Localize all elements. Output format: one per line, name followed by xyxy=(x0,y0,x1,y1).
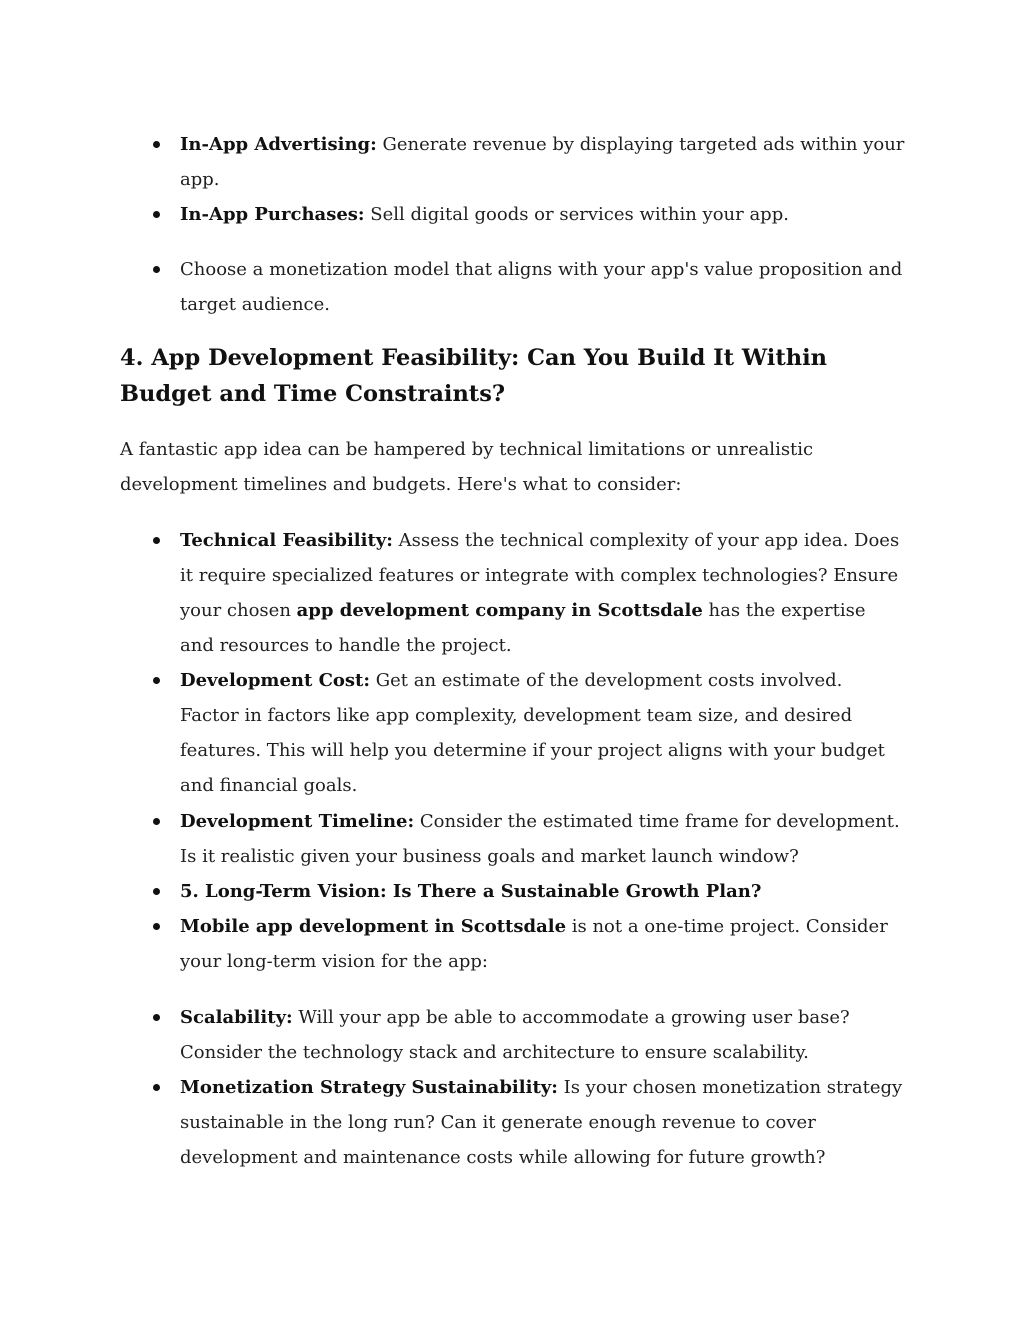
list-item-technical-feasibility xyxy=(180,523,905,663)
section-intro-paragraph: A fantastic app idea can be hampered by technical limitations or unrealistic development timelines and budgets. Here's what to consider: xyxy=(120,439,814,495)
list-item-development-cost xyxy=(180,663,905,803)
list-item-text: is not a one-time project. Consider your long-term vision for the app: xyxy=(180,916,888,972)
list-item-in-app-purchases xyxy=(180,197,905,232)
list-item-monetization-sustainability xyxy=(180,1070,905,1175)
list-item-text: Is your chosen monetization strategy sustainable in the long run? Can it generate enough revenue to cover development and maintenance costs while allowing for future growth? xyxy=(180,1077,903,1168)
section-heading: 4. App Development Feasibility: Can You Build It Within Budget and Time Constraints? xyxy=(120,345,827,407)
list-item-title: In-App Advertising: xyxy=(180,134,377,155)
list-item-text: Sell digital goods or services within your app. xyxy=(364,204,789,225)
list-item-text: Choose a monetization model that aligns with your app's value proposition and target audience. xyxy=(180,259,903,315)
list-item-title: Technical Feasibility: xyxy=(180,530,393,551)
list-item-title: Development Cost: xyxy=(180,670,370,691)
list-item-text: Generate revenue by displaying targeted ads within your app. xyxy=(180,134,905,190)
list-item-long-term-vision xyxy=(180,874,905,909)
list-item-text: Will your app be able to accommodate a growing user base? Consider the technology stack and architecture to ensure scalability. xyxy=(180,1007,850,1063)
list-item-text: Consider the estimated time frame for development. Is it realistic given your business goals and market launch window? xyxy=(180,811,900,867)
inline-keyword: app development company in Scottsdale xyxy=(296,600,703,621)
list-item-text: Get an estimate of the development costs involved. Factor in factors like app complexity, development team size, and desired features. This will help you determine if your project aligns with your budget and financial goals. xyxy=(180,670,885,796)
list-item-text: Assess the technical complexity of your app idea. Does it require specialized features or integrate with complex technologies? Ensure your chosen xyxy=(180,530,900,621)
list-item-title: Scalability: xyxy=(180,1007,293,1028)
list-item-mobile-app-development xyxy=(180,909,905,979)
list-item-title: 5. Long-Term Vision: Is There a Sustainable Growth Plan? xyxy=(180,881,762,902)
list-item-title: Monetization Strategy Sustainability: xyxy=(180,1077,558,1098)
list-item-text: has the expertise and resources to handle the project. xyxy=(180,600,866,656)
list-item-development-timeline xyxy=(180,804,905,874)
list-item-scalability xyxy=(180,1000,905,1070)
list-item-title: Development Timeline: xyxy=(180,811,415,832)
list-item-choose-model xyxy=(180,252,905,322)
list-item-title: Mobile app development in Scottsdale xyxy=(180,916,567,937)
list-item-title: In-App Purchases: xyxy=(180,204,365,225)
list-item-in-app-advertising xyxy=(180,127,905,197)
